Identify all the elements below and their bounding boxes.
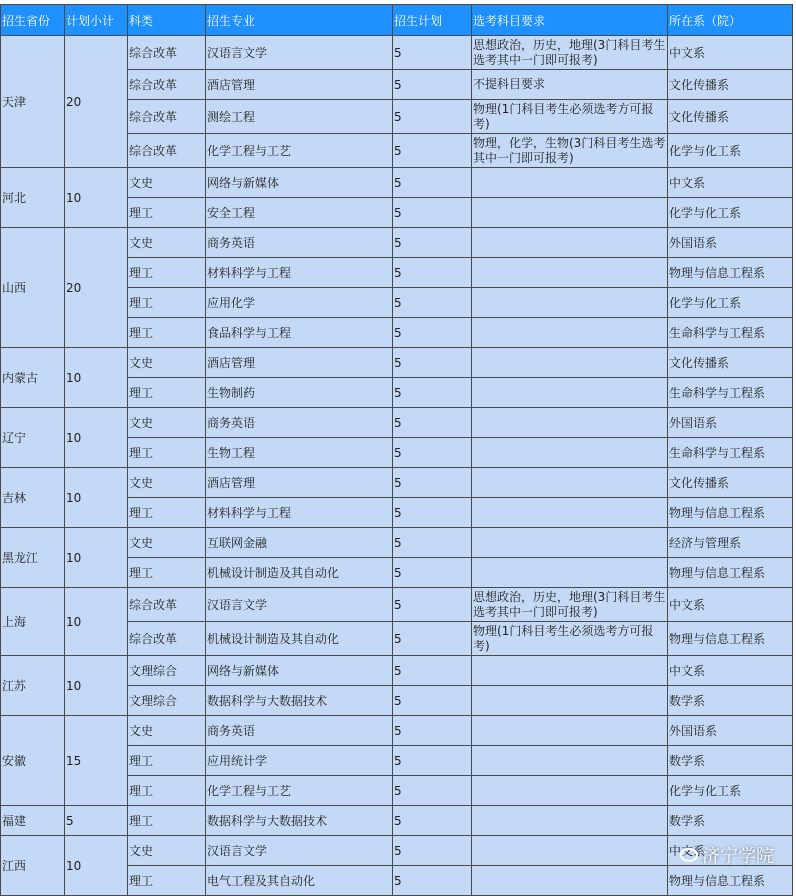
type-cell: 理工 (128, 288, 206, 318)
requirement-cell (472, 716, 668, 746)
major-cell: 商务英语 (206, 716, 393, 746)
table-row (1, 36, 793, 70)
requirement-cell: 不提科目要求 (472, 70, 668, 100)
department-cell: 生命科学与工程系 (668, 378, 793, 408)
major-cell: 酒店管理 (206, 468, 393, 498)
subtotal-cell: 10 (65, 468, 128, 528)
subtotal-cell: 10 (65, 168, 128, 228)
requirement-cell: 思想政治，历史，地理(3门科目考生选考其中一门即可报考) (472, 36, 668, 70)
plan-cell: 5 (393, 622, 472, 656)
type-cell: 文理综合 (128, 686, 206, 716)
subtotal-cell: 10 (65, 656, 128, 716)
major-cell: 汉语言文学 (206, 588, 393, 622)
major-cell: 数据科学与大数据技术 (206, 806, 393, 836)
major-cell: 机械设计制造及其自动化 (206, 558, 393, 588)
type-cell: 文史 (128, 168, 206, 198)
major-cell: 网络与新媒体 (206, 168, 393, 198)
requirement-cell (472, 318, 668, 348)
province-cell: 安徽 (1, 716, 65, 806)
major-cell: 商务英语 (206, 408, 393, 438)
type-cell: 理工 (128, 198, 206, 228)
type-cell: 理工 (128, 558, 206, 588)
subtotal-cell: 10 (65, 408, 128, 468)
major-cell: 化学工程与工艺 (206, 134, 393, 168)
department-cell: 物理与信息工程系 (668, 866, 793, 896)
table-row (1, 168, 793, 198)
subtotal-cell: 10 (65, 348, 128, 408)
type-cell: 文史 (128, 348, 206, 378)
requirement-cell: 物理，化学，生物(3门科目考生选考其中一门即可报考) (472, 134, 668, 168)
province-cell: 天津 (1, 36, 65, 168)
plan-cell: 5 (393, 716, 472, 746)
major-cell: 机械设计制造及其自动化 (206, 622, 393, 656)
department-cell: 化学与化工系 (668, 288, 793, 318)
type-cell: 文史 (128, 468, 206, 498)
department-cell: 文化传播系 (668, 348, 793, 378)
subtotal-cell: 20 (65, 36, 128, 168)
department-cell: 文化传播系 (668, 70, 793, 100)
type-cell: 理工 (128, 746, 206, 776)
plan-cell: 5 (393, 288, 472, 318)
subtotal-cell: 10 (65, 588, 128, 656)
major-cell: 商务英语 (206, 228, 393, 258)
major-cell: 材料科学与工程 (206, 258, 393, 288)
requirement-cell (472, 776, 668, 806)
plan-cell: 5 (393, 378, 472, 408)
type-cell: 文史 (128, 836, 206, 866)
province-cell: 内蒙古 (1, 348, 65, 408)
province-cell: 黑龙江 (1, 528, 65, 588)
type-cell: 文史 (128, 528, 206, 558)
plan-cell: 5 (393, 134, 472, 168)
major-cell: 安全工程 (206, 198, 393, 228)
table-row (1, 806, 793, 836)
major-cell: 数据科学与大数据技术 (206, 686, 393, 716)
plan-cell: 5 (393, 36, 472, 70)
watermark (680, 842, 774, 868)
department-cell: 物理与信息工程系 (668, 498, 793, 528)
type-cell: 理工 (128, 866, 206, 896)
major-cell: 酒店管理 (206, 348, 393, 378)
plan-cell: 5 (393, 686, 472, 716)
requirement-cell (472, 528, 668, 558)
department-cell: 中文系 (668, 168, 793, 198)
major-cell: 互联网金融 (206, 528, 393, 558)
department-cell: 化学与化工系 (668, 134, 793, 168)
requirement-cell (472, 348, 668, 378)
type-cell: 综合改革 (128, 70, 206, 100)
province-cell: 山西 (1, 228, 65, 348)
major-cell: 应用统计学 (206, 746, 393, 776)
plan-cell: 5 (393, 70, 472, 100)
type-cell: 理工 (128, 498, 206, 528)
requirement-cell: 思想政治，历史，地理(3门科目考生选考其中一门即可报考) (472, 588, 668, 622)
department-cell: 外国语系 (668, 228, 793, 258)
type-cell: 综合改革 (128, 36, 206, 70)
requirement-cell (472, 866, 668, 896)
plan-cell: 5 (393, 228, 472, 258)
department-cell: 物理与信息工程系 (668, 558, 793, 588)
requirement-cell (472, 228, 668, 258)
major-cell: 生物工程 (206, 438, 393, 468)
type-cell: 理工 (128, 438, 206, 468)
subtotal-cell: 10 (65, 528, 128, 588)
province-cell: 福建 (1, 806, 65, 836)
department-cell: 中文系 (668, 36, 793, 70)
plan-cell: 5 (393, 468, 472, 498)
table-body (1, 36, 793, 896)
major-cell: 应用化学 (206, 288, 393, 318)
department-cell: 中文系 (668, 588, 793, 622)
department-cell: 中文系 (668, 836, 793, 866)
header-row (1, 5, 793, 36)
plan-cell: 5 (393, 776, 472, 806)
department-cell: 文化传播系 (668, 100, 793, 134)
major-cell: 测绘工程 (206, 100, 393, 134)
plan-cell: 5 (393, 498, 472, 528)
department-cell: 物理与信息工程系 (668, 258, 793, 288)
department-cell: 数学系 (668, 746, 793, 776)
type-cell: 综合改革 (128, 134, 206, 168)
requirement-cell (472, 686, 668, 716)
province-cell: 上海 (1, 588, 65, 656)
department-cell: 生命科学与工程系 (668, 318, 793, 348)
type-cell: 文史 (128, 716, 206, 746)
department-cell: 数学系 (668, 806, 793, 836)
plan-cell: 5 (393, 528, 472, 558)
province-cell: 辽宁 (1, 408, 65, 468)
table-row (1, 228, 793, 258)
table-row (1, 588, 793, 622)
plan-cell: 5 (393, 656, 472, 686)
major-cell: 材料科学与工程 (206, 498, 393, 528)
requirement-cell (472, 558, 668, 588)
header-cell: 所在系（院） (668, 5, 793, 36)
major-cell: 酒店管理 (206, 70, 393, 100)
header-cell: 招生专业 (206, 5, 393, 36)
requirement-cell (472, 168, 668, 198)
header-cell: 科类 (128, 5, 206, 36)
plan-cell: 5 (393, 408, 472, 438)
department-cell: 化学与化工系 (668, 776, 793, 806)
requirement-cell (472, 746, 668, 776)
requirement-cell (472, 258, 668, 288)
department-cell: 数学系 (668, 686, 793, 716)
type-cell: 文理综合 (128, 656, 206, 686)
table-row (1, 656, 793, 686)
type-cell: 文史 (128, 228, 206, 258)
province-cell: 吉林 (1, 468, 65, 528)
province-cell: 河北 (1, 168, 65, 228)
table-row (1, 716, 793, 746)
requirement-cell (472, 198, 668, 228)
plan-cell: 5 (393, 746, 472, 776)
requirement-cell (472, 408, 668, 438)
table-row (1, 408, 793, 438)
major-cell: 化学工程与工艺 (206, 776, 393, 806)
province-cell: 江苏 (1, 656, 65, 716)
department-cell: 外国语系 (668, 716, 793, 746)
plan-cell: 5 (393, 866, 472, 896)
requirement-cell (472, 498, 668, 528)
department-cell: 中文系 (668, 656, 793, 686)
type-cell: 理工 (128, 318, 206, 348)
requirement-cell (472, 656, 668, 686)
type-cell: 综合改革 (128, 100, 206, 134)
requirement-cell (472, 836, 668, 866)
department-cell: 物理与信息工程系 (668, 622, 793, 656)
type-cell: 理工 (128, 776, 206, 806)
department-cell: 外国语系 (668, 408, 793, 438)
department-cell: 化学与化工系 (668, 198, 793, 228)
type-cell: 综合改革 (128, 622, 206, 656)
requirement-cell (472, 438, 668, 468)
plan-cell: 5 (393, 438, 472, 468)
subtotal-cell: 10 (65, 836, 128, 896)
province-cell: 江西 (1, 836, 65, 896)
plan-cell: 5 (393, 318, 472, 348)
table-row (1, 348, 793, 378)
requirement-cell: 物理(1门科目考生必须选考方可报考) (472, 100, 668, 134)
plan-cell: 5 (393, 198, 472, 228)
plan-cell: 5 (393, 258, 472, 288)
major-cell: 电气工程及其自动化 (206, 866, 393, 896)
requirement-cell (472, 468, 668, 498)
table-row (1, 528, 793, 558)
table-row (1, 836, 793, 866)
admission-plan-table (0, 4, 793, 896)
header-cell: 招生计划 (393, 5, 472, 36)
type-cell: 理工 (128, 378, 206, 408)
major-cell: 网络与新媒体 (206, 656, 393, 686)
header-cell: 计划小计 (65, 5, 128, 36)
plan-cell: 5 (393, 558, 472, 588)
major-cell: 食品科学与工程 (206, 318, 393, 348)
type-cell: 综合改革 (128, 588, 206, 622)
watermark-text: 济宁学院 (702, 846, 774, 867)
requirement-cell (472, 378, 668, 408)
plan-cell: 5 (393, 806, 472, 836)
requirement-cell: 物理(1门科目考生必须选考方可报考) (472, 622, 668, 656)
type-cell: 理工 (128, 258, 206, 288)
requirement-cell (472, 288, 668, 318)
major-cell: 汉语言文学 (206, 36, 393, 70)
plan-cell: 5 (393, 836, 472, 866)
subtotal-cell: 15 (65, 716, 128, 806)
table-row (1, 468, 793, 498)
plan-cell: 5 (393, 348, 472, 378)
subtotal-cell: 5 (65, 806, 128, 836)
plan-cell: 5 (393, 168, 472, 198)
header-cell: 招生省份 (1, 5, 65, 36)
wechat-icon (680, 848, 698, 862)
major-cell: 生物制药 (206, 378, 393, 408)
department-cell: 经济与管理系 (668, 528, 793, 558)
plan-cell: 5 (393, 100, 472, 134)
department-cell: 文化传播系 (668, 468, 793, 498)
type-cell: 理工 (128, 806, 206, 836)
plan-cell: 5 (393, 588, 472, 622)
major-cell: 汉语言文学 (206, 836, 393, 866)
subtotal-cell: 20 (65, 228, 128, 348)
header-cell: 选考科目要求 (472, 5, 668, 36)
requirement-cell (472, 806, 668, 836)
type-cell: 文史 (128, 408, 206, 438)
department-cell: 生命科学与工程系 (668, 438, 793, 468)
